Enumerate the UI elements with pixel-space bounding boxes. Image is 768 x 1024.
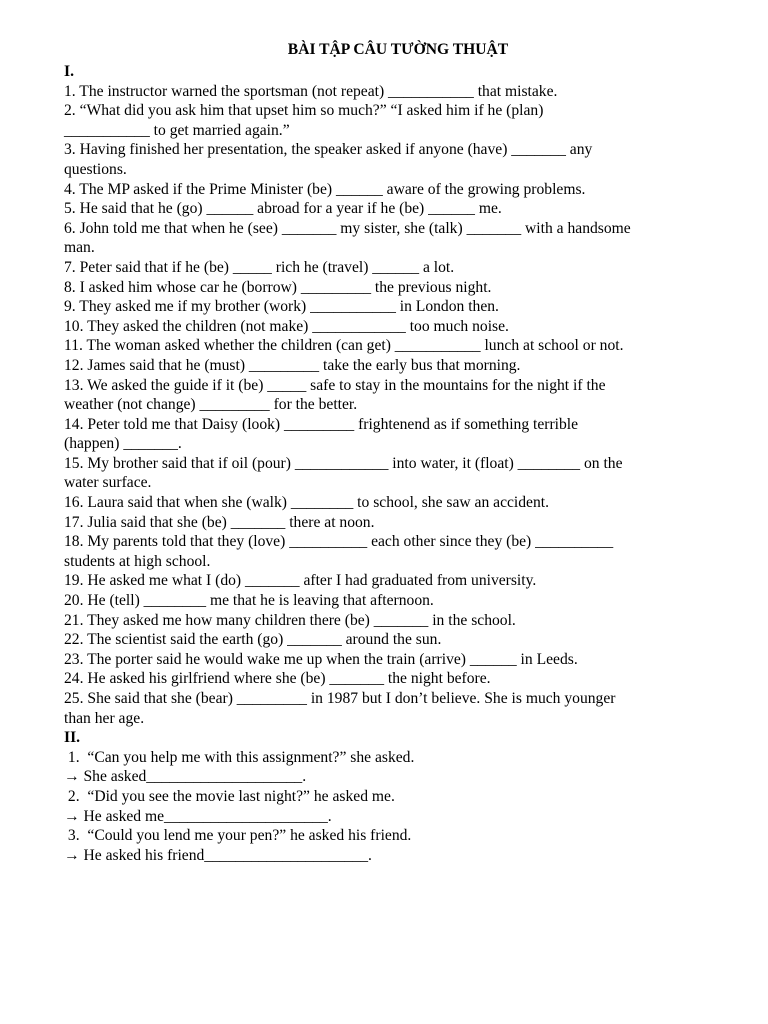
rewrite-line: 2. “Did you see the movie last night?” he asked me. (64, 787, 395, 805)
exercise-line: 21. They asked me how many children there (be) _______ in the school. (64, 611, 516, 629)
section-1 (64, 62, 724, 728)
rewrite-line: → He asked his friend_____________________. (64, 846, 372, 864)
exercise-line: 13. We asked the guide if it (be) _____ safe to stay in the mountains for the night if the (64, 376, 606, 394)
exercise-line: 2. “What did you ask him that upset him so much?” “I asked him if he (plan) (64, 102, 544, 120)
exercise-line: than her age. (64, 709, 145, 727)
exercise-line: 18. My parents told that they (love) __________ each other since they (be) __________ (64, 533, 614, 551)
section-1-heading: I. (64, 63, 74, 80)
section-2-heading: II. (64, 729, 81, 747)
exercise-line: (happen) _______. (64, 435, 182, 453)
exercise-line: 24. He asked his girlfriend where she (be) _______ the night before. (64, 670, 491, 688)
exercise-line: 1. The instructor warned the sportsman (not repeat) ___________ that mistake. (64, 82, 558, 100)
exercise-line: 7. Peter said that if he (be) _____ rich he (travel) ______ a lot. (64, 258, 455, 276)
exercise-line: 15. My brother said that if oil (pour) ____________ into water, it (float) ________ on the (64, 454, 623, 472)
exercise-line: ___________ to get married again.” (64, 121, 290, 139)
exercise-line: man. (64, 239, 95, 257)
section-2 (64, 728, 724, 865)
section-1-lines (64, 82, 724, 729)
rewrite-line: 1. “Can you help me with this assignment?” she asked. (64, 748, 415, 766)
exercise-line: 9. They asked me if my brother (work) ___________ in London then. (64, 298, 499, 316)
rewrite-line: → She asked____________________. (64, 768, 307, 786)
exercise-line: 16. Laura said that when she (walk) ________ to school, she saw an accident. (64, 494, 550, 512)
exercise-line: 8. I asked him whose car he (borrow) _________ the previous night. (64, 278, 492, 296)
section-2-lines (64, 748, 724, 866)
exercise-line: questions. (64, 160, 127, 178)
exercise-line: 14. Peter told me that Daisy (look) _________ frightenend as if something terrible (64, 415, 579, 433)
exercise-line: 5. He said that he (go) ______ abroad for a year if he (be) ______ me. (64, 200, 502, 218)
exercise-line: 12. James said that he (must) _________ take the early bus that morning. (64, 356, 521, 374)
exercise-line: weather (not change) _________ for the better. (64, 396, 358, 414)
exercise-line: water surface. (64, 474, 152, 492)
exercise-line: 20. He (tell) ________ me that he is leaving that afternoon. (64, 592, 434, 610)
exercise-line: 23. The porter said he would wake me up when the train (arrive) ______ in Leeds. (64, 650, 578, 668)
worksheet-title: BÀI TẬP CÂU TƯỜNG THUẬT (287, 41, 509, 58)
worksheet-page (64, 40, 724, 865)
rewrite-line: → He asked me_____________________. (64, 807, 332, 825)
exercise-line: 3. Having finished her presentation, the speaker asked if anyone (have) _______ any (64, 141, 593, 159)
exercise-line: 22. The scientist said the earth (go) _______ around the sun. (64, 631, 442, 649)
exercise-line: 11. The woman asked whether the children (can get) ___________ lunch at school or not. (64, 337, 624, 355)
exercise-line: 10. They asked the children (not make) ____________ too much noise. (64, 317, 509, 335)
exercise-line: 4. The MP asked if the Prime Minister (be) ______ aware of the growing problems. (64, 180, 586, 198)
exercise-line: 6. John told me that when he (see) _______ my sister, she (talk) _______ with a handsome (64, 219, 631, 237)
exercise-line: 25. She said that she (bear) _________ in 1987 but I don’t believe. She is much younger (64, 690, 616, 707)
exercise-line: students at high school. (64, 552, 211, 570)
exercise-line: 19. He asked me what I (do) _______ after I had graduated from university. (64, 572, 537, 590)
exercise-line: 17. Julia said that she (be) _______ there at noon. (64, 513, 375, 531)
rewrite-line: 3. “Could you lend me your pen?” he asked his friend. (64, 827, 412, 845)
